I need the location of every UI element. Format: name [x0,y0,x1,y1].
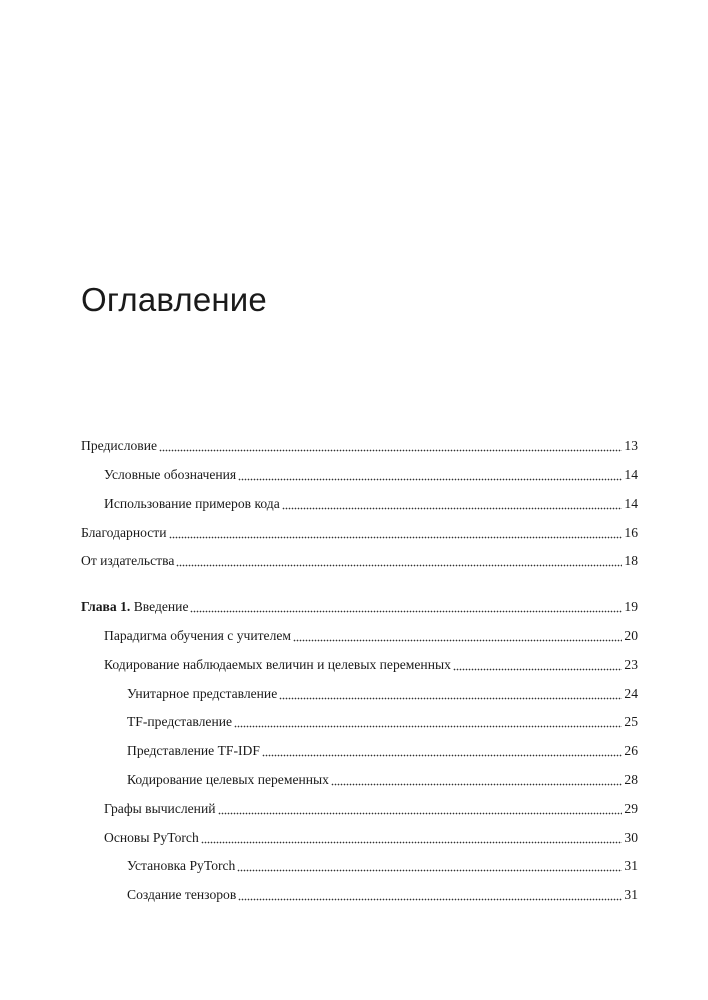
toc-entry-label: Условные обозначения [104,467,237,482]
dot-leader [293,638,622,643]
toc-page-number: 26 [624,743,638,758]
dot-leader [331,782,622,787]
toc-entry-label: Использование примеров кода [104,496,280,511]
toc-entry-conventions[interactable] [104,465,638,485]
toc-entry-acknowledgements[interactable] [81,523,638,543]
toc-entry-computational-graphs[interactable] [104,799,638,819]
dot-leader [218,811,622,816]
toc-entry-label: Установка PyTorch [127,858,236,873]
dot-leader [176,563,622,568]
chapter-prefix: Глава 1. [81,599,131,614]
dot-leader [237,868,622,873]
page-title: Оглавление [81,281,267,318]
toc-entry-label: Представление TF-IDF [127,743,260,758]
toc-entry-label: Основы PyTorch [104,830,199,845]
dot-leader [453,667,622,672]
toc-entry-encoding[interactable] [104,655,638,675]
dot-leader [190,609,622,614]
toc-entry-supervised-learning[interactable] [104,626,638,646]
toc-entry-tf[interactable] [127,712,638,732]
toc-page-number: 13 [624,438,638,453]
toc-entry-label: Создание тензоров [127,887,237,902]
toc-entry-label: Благодарности [81,525,167,540]
toc-entry-preface[interactable] [81,436,638,456]
dot-leader [238,477,622,482]
toc-entry-chapter-1[interactable] [81,597,638,617]
toc-entry-install-pytorch[interactable] [127,856,638,876]
toc-entry-publisher[interactable] [81,551,638,571]
dot-leader [282,506,622,511]
toc-page-number: 29 [624,801,638,816]
toc-entry-label: Предисловие [81,438,158,453]
dot-leader [238,897,622,902]
toc-entry-tf-idf[interactable] [127,741,638,761]
toc-page-number: 24 [624,686,638,701]
dot-leader [234,724,622,729]
toc-page-number: 14 [624,467,638,482]
toc-page-number: 25 [624,714,638,729]
toc-entry-label: Кодирование целевых переменных [127,772,329,787]
dot-leader [201,840,622,845]
toc-page-number: 30 [624,830,638,845]
dot-leader [262,753,622,758]
toc-entry-label: От издательства [81,553,175,568]
toc-entry-one-hot[interactable] [127,684,638,704]
toc-entry-target-encoding[interactable] [127,770,638,790]
dot-leader [159,448,622,453]
toc-page-number: 28 [624,772,638,787]
toc-page-number: 23 [624,657,638,672]
toc-entry-pytorch-basics[interactable] [104,828,638,848]
toc-entry-label: Кодирование наблюдаемых величин и целевых переменных [104,657,451,672]
toc-entry-label [81,597,188,617]
toc-entry-label: Унитарное представление [127,686,278,701]
toc-entry-code-examples[interactable] [104,494,638,514]
toc-page-number: 16 [624,525,638,540]
toc-page-number: 20 [624,628,638,643]
toc-entry-label: Парадигма обучения с учителем [104,628,292,643]
chapter-title: Введение [133,599,189,614]
dot-leader [279,696,622,701]
toc-page-number: 18 [624,553,638,568]
toc-entry-create-tensors[interactable] [127,885,638,905]
toc-page-number: 31 [624,858,638,873]
dot-leader [169,535,623,540]
toc-page-number: 14 [624,496,638,511]
toc-page-number: 31 [624,887,638,902]
toc-entry-label: Графы вычислений [104,801,216,816]
toc-page-number: 19 [624,599,638,614]
toc-entry-label: TF-представление [127,714,233,729]
